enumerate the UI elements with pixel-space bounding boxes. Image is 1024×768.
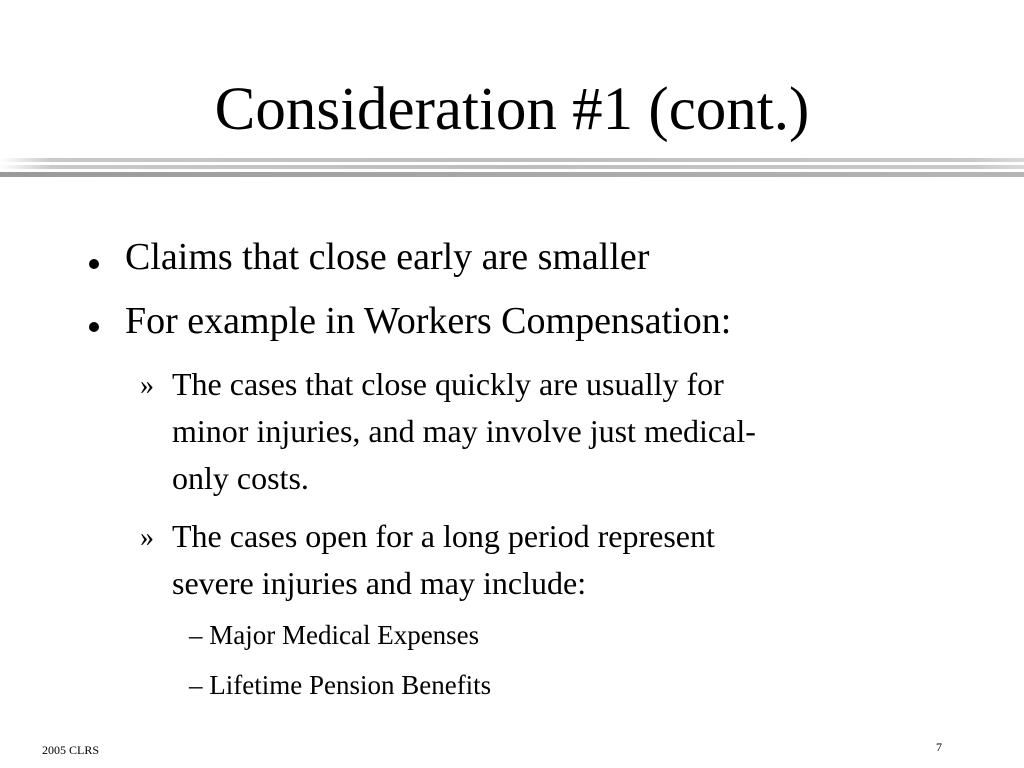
sub-bullet-line: The cases that close quickly are usually for: [172, 366, 724, 402]
sub-bullet-marker: »: [140, 370, 154, 401]
bullet-item: For example in Workers Compensation:: [125, 300, 732, 342]
title-divider-mid: [0, 165, 1024, 169]
footer-text: 2005 CLRS: [42, 743, 100, 757]
sub-bullet-line: severe injuries and may include:: [172, 565, 587, 601]
sub-sub-bullet-item: – Lifetime Pension Benefits: [189, 670, 492, 700]
bullet-item: Claims that close early are smaller: [125, 236, 650, 278]
sub-bullet-line: minor injuries, and may involve just medical-: [172, 413, 756, 449]
bullet-dot-icon: [89, 322, 99, 332]
title-divider: [0, 158, 1024, 180]
sub-bullet-line: only costs.: [172, 460, 309, 496]
title-divider-light: [0, 158, 1024, 162]
bullet-dot-icon: [89, 259, 99, 269]
sub-bullet-line: The cases open for a long period represent: [172, 518, 715, 554]
sub-sub-bullet-item: – Major Medical Expenses: [189, 620, 480, 650]
sub-bullet-marker: »: [140, 522, 154, 553]
title-divider-dark: [0, 172, 1024, 177]
page-number: 7: [936, 740, 942, 754]
slide-title: Consideration #1 (cont.): [214, 76, 810, 143]
